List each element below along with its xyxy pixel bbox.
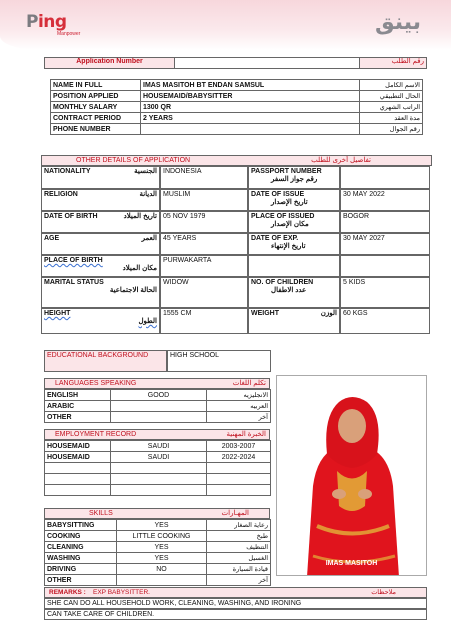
detail-label-en: NO. OF CHILDREN [251, 279, 314, 286]
detail-label [41, 277, 160, 308]
remarks-line-1: SHE CAN DO ALL HOUSEHOLD WORK, CLEANING, WASHING, AND IRONING [44, 598, 427, 609]
skill-name-ar: التنظيف [207, 542, 271, 553]
employment-row [45, 463, 271, 474]
detail-value: 60 KGS [340, 308, 430, 334]
remarks-line-2: CAN TAKE CARE OF CHILDREN. [44, 609, 427, 620]
personal-value: IMAS MASITOH BT ENDAN SAMSUL [141, 80, 360, 91]
employment-position: HOUSEMAID [45, 441, 111, 452]
employment-position [45, 474, 111, 485]
detail-label-ar: مكان الميلاد [122, 265, 157, 273]
skill-name: COOKING [45, 531, 117, 542]
education-value: HIGH SCHOOL [167, 350, 271, 372]
applicant-figure-icon [277, 376, 427, 576]
skill-name: WASHING [45, 553, 117, 564]
brand-logo-arabic: بينق [374, 10, 421, 35]
personal-label-ar: الراتب الشهري [360, 102, 423, 113]
personal-info-table [50, 79, 423, 135]
detail-label-ar: الجنسية [134, 168, 157, 175]
employment-row [45, 474, 271, 485]
employment-period: 2003-2007 [207, 441, 271, 452]
employment-title: EMPLOYMENT RECORD [55, 431, 137, 438]
employment-position [45, 485, 111, 496]
detail-label [41, 233, 160, 255]
skill-name: BABYSITTING [45, 520, 117, 531]
employment-row [45, 441, 271, 452]
personal-value [141, 124, 360, 135]
detail-label [248, 189, 340, 211]
skill-name: CLEANING [45, 542, 117, 553]
skill-name-ar: الغسيل [207, 553, 271, 564]
language-name-ar: آخر [207, 412, 271, 423]
languages-title: LANGUAGES SPEAKING [55, 380, 137, 387]
detail-value: 30 MAY 2027 [340, 233, 430, 255]
detail-value: 1555 CM [160, 308, 248, 334]
employment-period [207, 485, 271, 496]
detail-value: PURWAKARTA [160, 255, 248, 277]
detail-label-en: WEIGHT [251, 310, 279, 317]
employment-row [45, 485, 271, 496]
employment-country [111, 463, 207, 474]
skill-name: DRIVING [45, 564, 117, 575]
language-name-ar: العربيه [207, 401, 271, 412]
personal-label: PHONE NUMBER [51, 124, 141, 135]
detail-label-ar: تاريخ الإصدار [271, 199, 308, 207]
personal-row [51, 113, 423, 124]
employment-period [207, 463, 271, 474]
skill-row [45, 520, 271, 531]
skills-table [44, 519, 271, 586]
detail-label [41, 189, 160, 211]
detail-label [248, 211, 340, 233]
detail-label [248, 277, 340, 308]
detail-label-ar: مكان الإصدار [271, 221, 309, 229]
languages-title-ar: تكلم اللغات [232, 380, 266, 387]
skill-name-ar: آخر [207, 575, 271, 586]
skills-title-ar: المهـارات [221, 510, 249, 517]
employment-header [44, 429, 270, 440]
languages-table [44, 389, 271, 423]
skill-name-ar: رعاية الصغار [207, 520, 271, 531]
employment-country [111, 485, 207, 496]
detail-label-en: PLACE OF ISSUED [251, 213, 315, 220]
employment-row [45, 452, 271, 463]
detail-label [248, 255, 340, 277]
other-details-title-ar: تفاصيل أخرى للطلب [311, 157, 371, 164]
skill-name: OTHER [45, 575, 117, 586]
skill-row [45, 553, 271, 564]
detail-label-ar: الوزن [320, 310, 337, 317]
employment-country [111, 474, 207, 485]
detail-label-ar: تاريخ الإنتهاء [271, 243, 306, 251]
employment-position [45, 463, 111, 474]
skill-name-ar: قيادة السيارة [207, 564, 271, 575]
language-row [45, 412, 271, 423]
skill-level [117, 575, 207, 586]
detail-value: 30 MAY 2022 [340, 189, 430, 211]
detail-value: 5 KIDS [340, 277, 430, 308]
skill-level: NO [117, 564, 207, 575]
language-row [45, 401, 271, 412]
detail-label [41, 211, 160, 233]
employment-title-ar: الخبرة المهنية [226, 431, 266, 438]
detail-label [41, 166, 160, 189]
detail-label-en: MARITAL STATUS [44, 279, 104, 286]
detail-label-ar: الطول [138, 318, 157, 326]
language-level [111, 401, 207, 412]
detail-label [248, 308, 340, 334]
personal-label-ar: مدة العقد [360, 113, 423, 124]
language-name: OTHER [45, 412, 111, 423]
detail-label-ar: الديانة [139, 191, 157, 198]
detail-label-en: PASSPORT NUMBER [251, 168, 322, 175]
brand-sub: Manpower [57, 31, 81, 37]
application-number-value [175, 58, 360, 68]
detail-value [340, 166, 430, 189]
language-name: ARABIC [45, 401, 111, 412]
skill-level: LITTLE COOKING [117, 531, 207, 542]
personal-value: 2 YEARS [141, 113, 360, 124]
detail-value: BOGOR [340, 211, 430, 233]
education-label: EDUCATIONAL BACKGROUND [44, 350, 167, 372]
detail-label-en: NATIONALITY [44, 168, 91, 175]
detail-label-en: AGE [44, 235, 60, 242]
header-band [0, 0, 451, 50]
applicant-photo [276, 375, 427, 576]
personal-label-ar: الاسم الكامل [360, 80, 423, 91]
employment-position: HOUSEMAID [45, 452, 111, 463]
skill-level: YES [117, 520, 207, 531]
personal-label: MONTHLY SALARY [51, 102, 141, 113]
detail-label [248, 166, 340, 189]
employment-table [44, 440, 271, 496]
detail-label [41, 255, 160, 277]
language-level [111, 412, 207, 423]
employment-country: SAUDI [111, 452, 207, 463]
personal-value: HOUSEMAID/BABYSITTER [141, 91, 360, 102]
employment-country: SAUDI [111, 441, 207, 452]
detail-label-ar: رقم جواز السفر [271, 176, 318, 184]
languages-header [44, 378, 270, 389]
personal-label: POSITION APPLIED [51, 91, 141, 102]
application-number-label-ar: رقم الطلب [391, 58, 424, 65]
photo-caption: IMAS MASITOH [325, 560, 378, 567]
employment-period: 2022-2024 [207, 452, 271, 463]
skill-level: YES [117, 553, 207, 564]
personal-row [51, 102, 423, 113]
skills-title: SKILLS [89, 510, 113, 517]
detail-label-ar: العمر [141, 235, 157, 242]
detail-label-en: DATE OF EXP. [251, 235, 299, 242]
detail-value: 45 YEARS [160, 233, 248, 255]
skill-name-ar: طبخ [207, 531, 271, 542]
personal-value: 1300 QR [141, 102, 360, 113]
skill-level: YES [117, 542, 207, 553]
detail-value: WIDOW [160, 277, 248, 308]
detail-label [248, 233, 340, 255]
other-details-header [41, 155, 432, 166]
remarks-bar [44, 587, 427, 598]
detail-value: 05 NOV 1979 [160, 211, 248, 233]
application-number-label: Application Number [76, 58, 143, 65]
personal-row [51, 91, 423, 102]
other-details-title: OTHER DETAILS OF APPLICATION [76, 157, 191, 164]
language-level: GOOD [111, 390, 207, 401]
remarks-label-ar: ملاحظات [371, 589, 396, 596]
detail-label-en: PLACE OF BIRTH [44, 257, 103, 264]
detail-value: INDONESIA [160, 166, 248, 189]
language-name: ENGLISH [45, 390, 111, 401]
detail-value [340, 255, 430, 277]
employment-period [207, 474, 271, 485]
detail-label-en: DATE OF BIRTH [44, 213, 98, 220]
remarks-value: EXP BABYSITTER. [93, 589, 150, 596]
skills-header [44, 508, 270, 519]
remarks-label: REMARKS : [49, 589, 86, 596]
detail-label-en: DATE OF ISSUE [251, 191, 305, 198]
personal-row [51, 80, 423, 91]
language-name-ar: الانجليزيه [207, 390, 271, 401]
detail-label-en: HEIGHT [44, 310, 71, 317]
personal-label-ar: رقم الجوال [360, 124, 423, 135]
detail-label-ar: تاريخ الميلاد [123, 213, 157, 220]
detail-label-en: RELIGION [44, 191, 78, 198]
personal-row [51, 124, 423, 135]
detail-label [41, 308, 160, 334]
personal-label: CONTRACT PERIOD [51, 113, 141, 124]
brand-logo: Ping [26, 12, 67, 32]
application-number-bar [44, 57, 427, 69]
detail-value: MUSLIM [160, 189, 248, 211]
detail-label-ar: الحالة الاجتماعية [109, 287, 157, 295]
skill-row [45, 575, 271, 586]
personal-label: NAME IN FULL [51, 80, 141, 91]
detail-label-ar: عدد الاطفال [271, 287, 307, 295]
skill-row [45, 542, 271, 553]
skill-row [45, 531, 271, 542]
personal-label-ar: الحال التطبيقي [360, 91, 423, 102]
skill-row [45, 564, 271, 575]
language-row [45, 390, 271, 401]
